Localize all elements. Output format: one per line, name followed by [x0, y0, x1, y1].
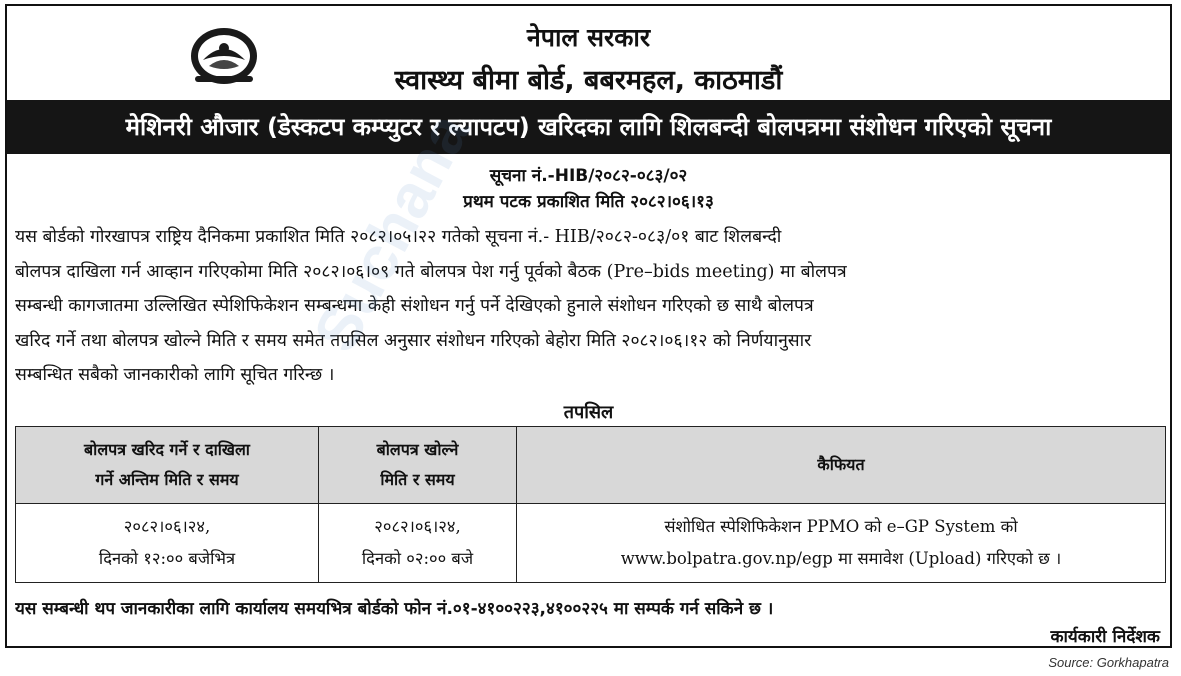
- notice-body: [15, 220, 1162, 393]
- column-header-remarks: [517, 427, 1166, 504]
- header-line: बोलपत्र खरिद गर्ने र दाखिला: [84, 440, 250, 459]
- notice-card: [5, 4, 1172, 648]
- schedule-title: तपसिल: [563, 402, 614, 423]
- cell-line: संशोधित स्पेशिफिकेशन PPMO को e–GP System को: [664, 517, 1018, 536]
- cell-remarks: [517, 504, 1166, 583]
- notice-reference-number: सूचना नं.-HIB/२०८२-०८३/०२: [489, 166, 688, 186]
- cell-line: दिनको १२:०० बजेभित्र: [98, 549, 236, 568]
- signatory-title: कार्यकारी निर्देशक: [1050, 627, 1160, 647]
- header-line: बोलपत्र खोल्ने: [376, 440, 459, 459]
- header-line: मिति र समय: [380, 470, 455, 489]
- cell-submission-deadline: [16, 504, 319, 583]
- cell-line: २०८२।०६।२४,: [123, 517, 211, 536]
- government-title: नेपाल सरकार: [526, 23, 651, 52]
- cell-line: २०८२।०६।२४,: [374, 517, 461, 536]
- cell-opening-time: [319, 504, 517, 583]
- contact-info: यस सम्बन्धी थप जानकारीका लागि कार्यालय समयभित्र बोर्डको फोन नं.०१-४१००२२३,४१००२२५ मा सम्पर्क गर्न सकिने छ ।: [15, 599, 774, 619]
- column-header-submission: [16, 427, 319, 504]
- cell-line: www.bolpatra.gov.np/egp मा समावेश (Upload) गरिएको छ ।: [620, 549, 1062, 568]
- cell-line: दिनको ०२:०० बजे: [361, 549, 474, 568]
- body-line: खरिद गर्ने तथा बोलपत्र खोल्ने मिति र समय समेत तपसिल अनुसार संशोधन गरिएको बेहोरा मिति २०८२।०६।१२ को निर्णयानुसार: [15, 330, 812, 351]
- publish-date: प्रथम पटक प्रकाशित मिति २०८२।०६।१३: [463, 192, 714, 212]
- notice-title-banner: मेशिनरी औजार (डेस्कटप कम्प्युटर र ल्यापटप) खरिदका लागि शिलबन्दी बोलपत्रमा संशोधन गरिएको सूचना: [7, 100, 1170, 154]
- table-header-row: [16, 427, 1166, 504]
- header-line: कैफियत: [817, 455, 865, 474]
- column-header-opening: [319, 427, 517, 504]
- table-row: [16, 504, 1166, 583]
- schedule-table: [15, 426, 1166, 583]
- body-line: सम्बन्धी कागजातमा उल्लिखित स्पेशिफिकेशन सम्बन्धमा केही संशोधन गर्नु पर्ने देखिएको हुनाले संशोधन गरिएको छ साथै बोलपत्र: [15, 296, 814, 316]
- header-line: गर्ने अन्तिम मिति र समय: [95, 470, 239, 489]
- source-credit: Source: Gorkhapatra: [1048, 655, 1169, 670]
- notice-header: [7, 6, 1170, 100]
- body-line: यस बोर्डको गोरखापत्र राष्ट्रिय दैनिकमा प्रकाशित मिति २०८२।०५।२२ गतेको सूचना नं.- HIB/२०८२-०८३/०१ बाट शिलबन्दी: [15, 227, 782, 247]
- body-line: बोलपत्र दाखिला गर्न आव्हान गरिएकोमा मिति २०८२।०६।०९ गते बोलपत्र पेश गर्नु पूर्वको बैठक (Pre–bids meeting) मा बोलपत्र: [15, 261, 847, 282]
- body-line: सम्बन्धित सबैको जानकारीको लागि सूचित गरिन्छ ।: [15, 365, 335, 385]
- board-title: स्वास्थ्य बीमा बोर्ड, बबरमहल, काठमाडौं: [394, 65, 783, 96]
